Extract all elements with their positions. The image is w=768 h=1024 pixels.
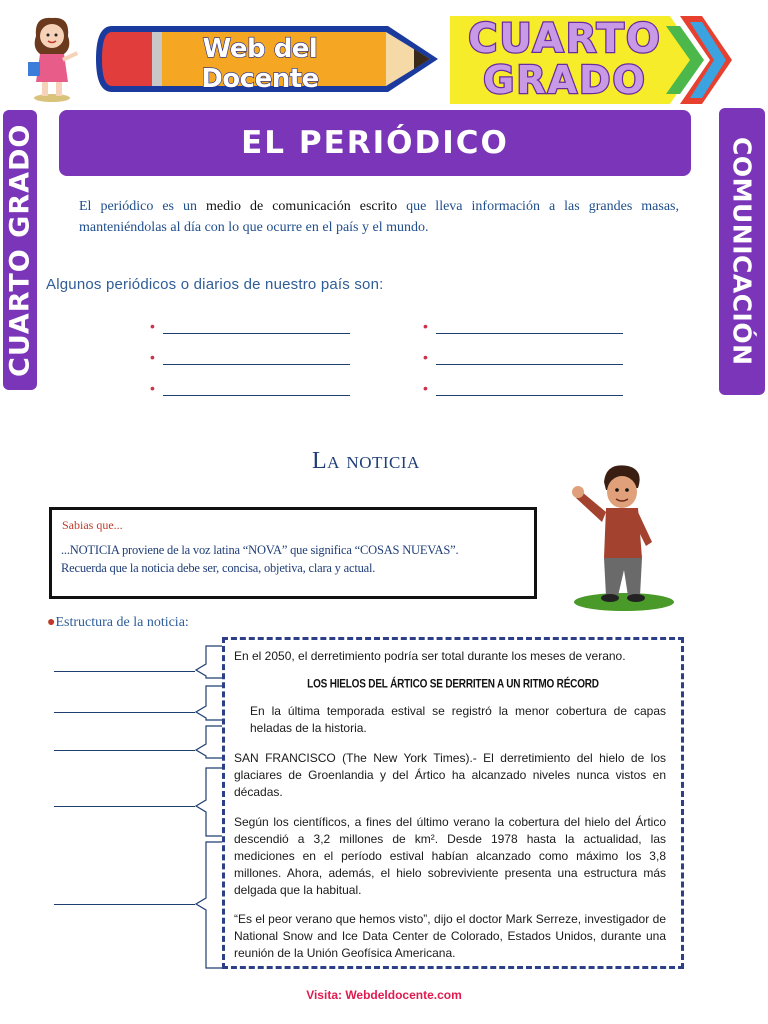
newspapers-prompt: Algunos periódicos o diarios de nuestro país son: bbox=[46, 276, 384, 293]
boy-illustration bbox=[566, 462, 676, 612]
section-title: La noticia bbox=[312, 448, 420, 474]
did-you-know-box bbox=[49, 507, 537, 599]
teacher-illustration bbox=[22, 14, 82, 104]
answer-blank[interactable] bbox=[423, 380, 623, 400]
did-you-know-line1: ...NOTICIA proviene de la voz latina “NOVA” que significa “COSAS NUEVAS”. bbox=[61, 543, 459, 557]
structure-label bbox=[47, 615, 189, 631]
news-headline: LOS HIELOS DEL ÁRTICO SE DERRITEN A UN RITMO RÉCORD bbox=[307, 678, 599, 691]
news-antetitle: En el 2050, el derretimiento podría ser total durante los meses de verano. bbox=[234, 649, 626, 663]
bullet-icon: • bbox=[423, 349, 428, 365]
answer-blank[interactable] bbox=[150, 318, 350, 338]
bullet-icon: • bbox=[150, 318, 155, 334]
did-you-know-title: Sabias que... bbox=[62, 518, 123, 532]
structure-answer-line[interactable] bbox=[54, 712, 195, 713]
side-label-grade: CUARTO GRADO bbox=[4, 123, 36, 377]
bullet-icon: • bbox=[423, 318, 428, 334]
answer-blank[interactable] bbox=[423, 318, 623, 338]
bullet-icon: • bbox=[150, 380, 155, 396]
intro-highlight: medio de comunicación escrito bbox=[206, 199, 398, 214]
bullet-icon: • bbox=[423, 380, 428, 396]
news-subtitle: En la última temporada estival se registró la menor cobertura de capas heladas de la historia. bbox=[250, 704, 666, 735]
grade-title-line2: GRADO bbox=[483, 58, 647, 102]
title-banner bbox=[59, 110, 691, 176]
news-body: Según los científicos, a fines del último verano la cobertura del hielo del Ártico descendió a 3,2 millones de km². Desde 1978 hasta la actualidad, las mediciones en el período estival habían alcanzado como máximo los 3,8 millones. Ahora, además, el hielo sobreviviente presenta una estructura más delgada que la habitual. bbox=[234, 815, 666, 897]
news-quote: “Es el peor verano que hemos visto”, dijo el doctor Mark Serreze, investigador de National Snow and Ice Data Center de Colorado, Estados Unidos, durante una reunión de la Unión Geofísica Americana. bbox=[234, 912, 666, 960]
answer-blank[interactable] bbox=[150, 349, 350, 369]
structure-brackets bbox=[186, 640, 226, 970]
intro-part1: El periódico es un bbox=[79, 199, 206, 214]
news-lead: SAN FRANCISCO (The New York Times).- El derretimiento del hielo de los glaciares de Groenlandia y del Ártico ha alcanzado niveles nunca vistos en décadas. bbox=[234, 751, 666, 799]
grade-title-line1: CUARTO bbox=[468, 16, 662, 62]
intro-part3: que lleva información a las grandes masas, manteniéndolas al día con lo que ocurre en el país y el mundo. bbox=[79, 199, 679, 235]
structure-answer-line[interactable] bbox=[54, 671, 195, 672]
structure-answer-line[interactable] bbox=[54, 806, 195, 807]
structure-label-text: Estructura de la noticia: bbox=[55, 615, 189, 630]
bullet-icon: • bbox=[150, 349, 155, 365]
logo-text: Web del Docente bbox=[201, 34, 319, 94]
structure-answer-line[interactable] bbox=[54, 904, 195, 905]
page-title: EL PERIÓDICO bbox=[241, 125, 509, 161]
footer-link[interactable]: Visita: Webdeldocente.com bbox=[306, 988, 462, 1002]
answer-blank[interactable] bbox=[150, 380, 350, 400]
did-you-know-line2: Recuerda que la noticia debe ser, concisa, objetiva, clara y actual. bbox=[61, 561, 376, 575]
bullet-icon: ● bbox=[47, 615, 56, 630]
side-label-subject: COMUNICACIÓN bbox=[727, 137, 757, 366]
answer-blank[interactable] bbox=[423, 349, 623, 369]
structure-answer-line[interactable] bbox=[54, 750, 195, 751]
intro-paragraph bbox=[79, 196, 679, 238]
